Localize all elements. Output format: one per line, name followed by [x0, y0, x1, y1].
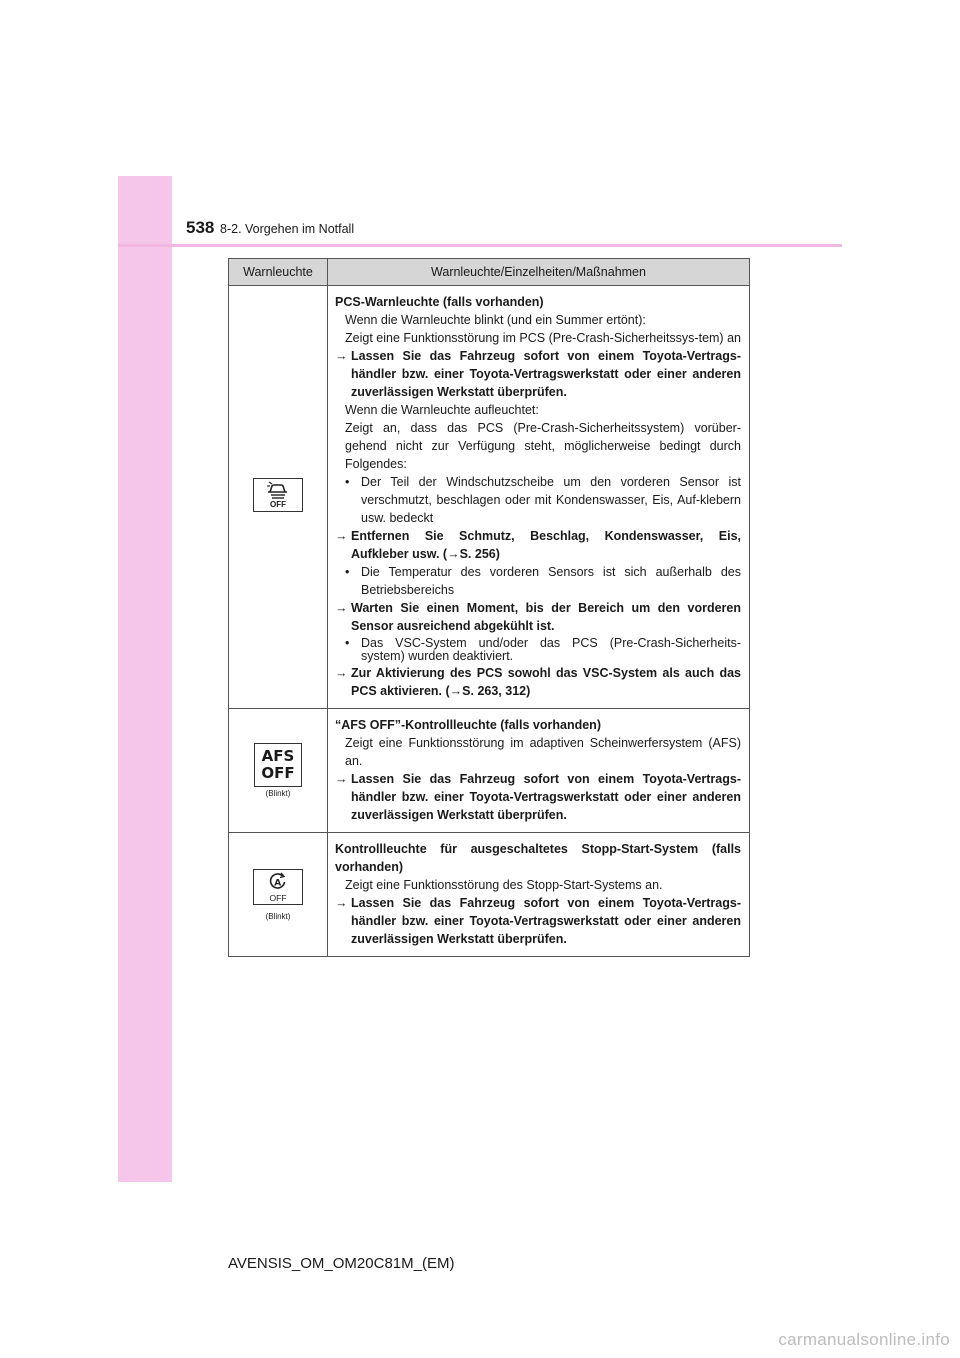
header-rule	[118, 244, 842, 247]
page-reference-link[interactable]: →S. 256)	[447, 547, 500, 561]
afs-details-cell	[328, 709, 750, 833]
watermark: carmanualsonline.info	[778, 1330, 950, 1349]
pcs-details-cell	[328, 286, 750, 709]
pcs-cause-vsc-off: • Das VSC-System und/oder das PCS (Pre-Crash-Sicherheits-system) wurden deaktiviert.	[345, 636, 741, 663]
pcs-action-activate: → Zur Aktivierung des PCS sowohl das VSC-System als auch das PCS aktivieren. (→S. 263, 312)	[335, 666, 741, 698]
document-id: AVENSIS_OM_OM20C81M_(EM)	[228, 1255, 455, 1272]
stop-start-title: Kontrollleuchte für ausgeschaltetes Stopp-Start-System (falls vorhanden)	[335, 842, 741, 874]
side-tab-band	[118, 176, 172, 1182]
stop-start-icon-off-label: OFF	[269, 892, 287, 903]
pcs-icon-off-label: OFF	[270, 499, 286, 509]
page-number: 538	[186, 218, 215, 237]
pcs-cause-temperature: • Die Temperatur des vorderen Sensors ist sich außerhalb des Betriebsbereichs	[345, 565, 741, 597]
afs-icon-cell	[229, 709, 328, 833]
section-title: 8-2. Vorgehen im Notfall	[220, 222, 355, 236]
warning-light-table	[228, 258, 750, 957]
stop-start-action-dealer: → Lassen Sie das Fahrzeug sofort von einem Toyota-Vertrags-händler bzw. einer Toyota-Vertragswerkstatt oder einer anderen zuverlässigen Werkstatt überprüfen.	[335, 896, 741, 946]
header-warning-light: Warnleuchte	[229, 259, 328, 286]
page-reference-link[interactable]: →S. 263, 312)	[449, 684, 531, 698]
pcs-cause-windshield: • Der Teil der Windschutzscheibe um den vorderen Sensor ist verschmutzt, beschlagen oder mit Kondenswasser, Eis, Auf-klebern usw. bedeckt	[345, 475, 741, 525]
pcs-action-clean: → Entfernen Sie Schmutz, Beschlag, Kondenswasser, Eis, Aufkleber usw. (→S. 256)	[335, 529, 741, 561]
pcs-action-dealer: → Lassen Sie das Fahrzeug sofort von einem Toyota-Vertrags-händler bzw. einer Toyota-Vertragswerkstatt oder einer anderen zuverlässigen Werkstatt überprüfen.	[335, 349, 741, 399]
table-row	[229, 286, 750, 709]
afs-meaning: Zeigt eine Funktionsstörung im adaptiven Scheinwerfersystem (AFS) an.	[345, 736, 741, 768]
svg-text:A: A	[274, 878, 282, 888]
stop-start-blink-caption: (Blinkt)	[265, 911, 291, 921]
pcs-title: PCS-Warnleuchte (falls vorhanden)	[335, 295, 544, 309]
pcs-warning-icon	[253, 478, 303, 512]
stop-start-icon-cell	[229, 833, 328, 957]
pcs-action-wait: → Warten Sie einen Moment, bis der Bereich um den vorderen Sensor ausreichend abgekühlt ist.	[335, 601, 741, 633]
table-row	[229, 833, 750, 957]
pcs-meaning-malfunction: Zeigt eine Funktionsstörung im PCS (Pre-Crash-Sicherheitssys-tem) an	[345, 331, 741, 345]
pcs-icon-cell	[229, 286, 328, 709]
stop-start-details-cell	[328, 833, 750, 957]
pcs-condition-blink: Wenn die Warnleuchte blinkt (und ein Summer ertönt):	[345, 313, 646, 327]
pcs-condition-lit: Wenn die Warnleuchte aufleuchtet:	[345, 403, 539, 417]
stop-start-off-icon	[253, 869, 303, 905]
afs-title: “AFS OFF”-Kontrollleuchte (falls vorhanden)	[335, 718, 601, 732]
afs-action-dealer: → Lassen Sie das Fahrzeug sofort von einem Toyota-Vertrags-händler bzw. einer Toyota-Vertragswerkstatt oder einer anderen zuverlässigen Werkstatt überprüfen.	[335, 772, 741, 822]
stop-start-meaning: Zeigt eine Funktionsstörung des Stopp-Start-Systems an.	[345, 878, 663, 892]
table-header-row	[229, 259, 750, 286]
table-row	[229, 709, 750, 833]
afs-off-icon: AFS OFF	[254, 743, 302, 787]
afs-blink-caption: (Blinkt)	[265, 789, 291, 798]
header-details-actions: Warnleuchte/Einzelheiten/Maßnahmen	[328, 259, 750, 286]
pcs-meaning-unavailable: Zeigt an, dass das PCS (Pre-Crash-Sicherheitssystem) vorüber-gehend nicht zur Verfügung steht, möglicherweise bedingt durch Folgendes:	[345, 421, 741, 471]
